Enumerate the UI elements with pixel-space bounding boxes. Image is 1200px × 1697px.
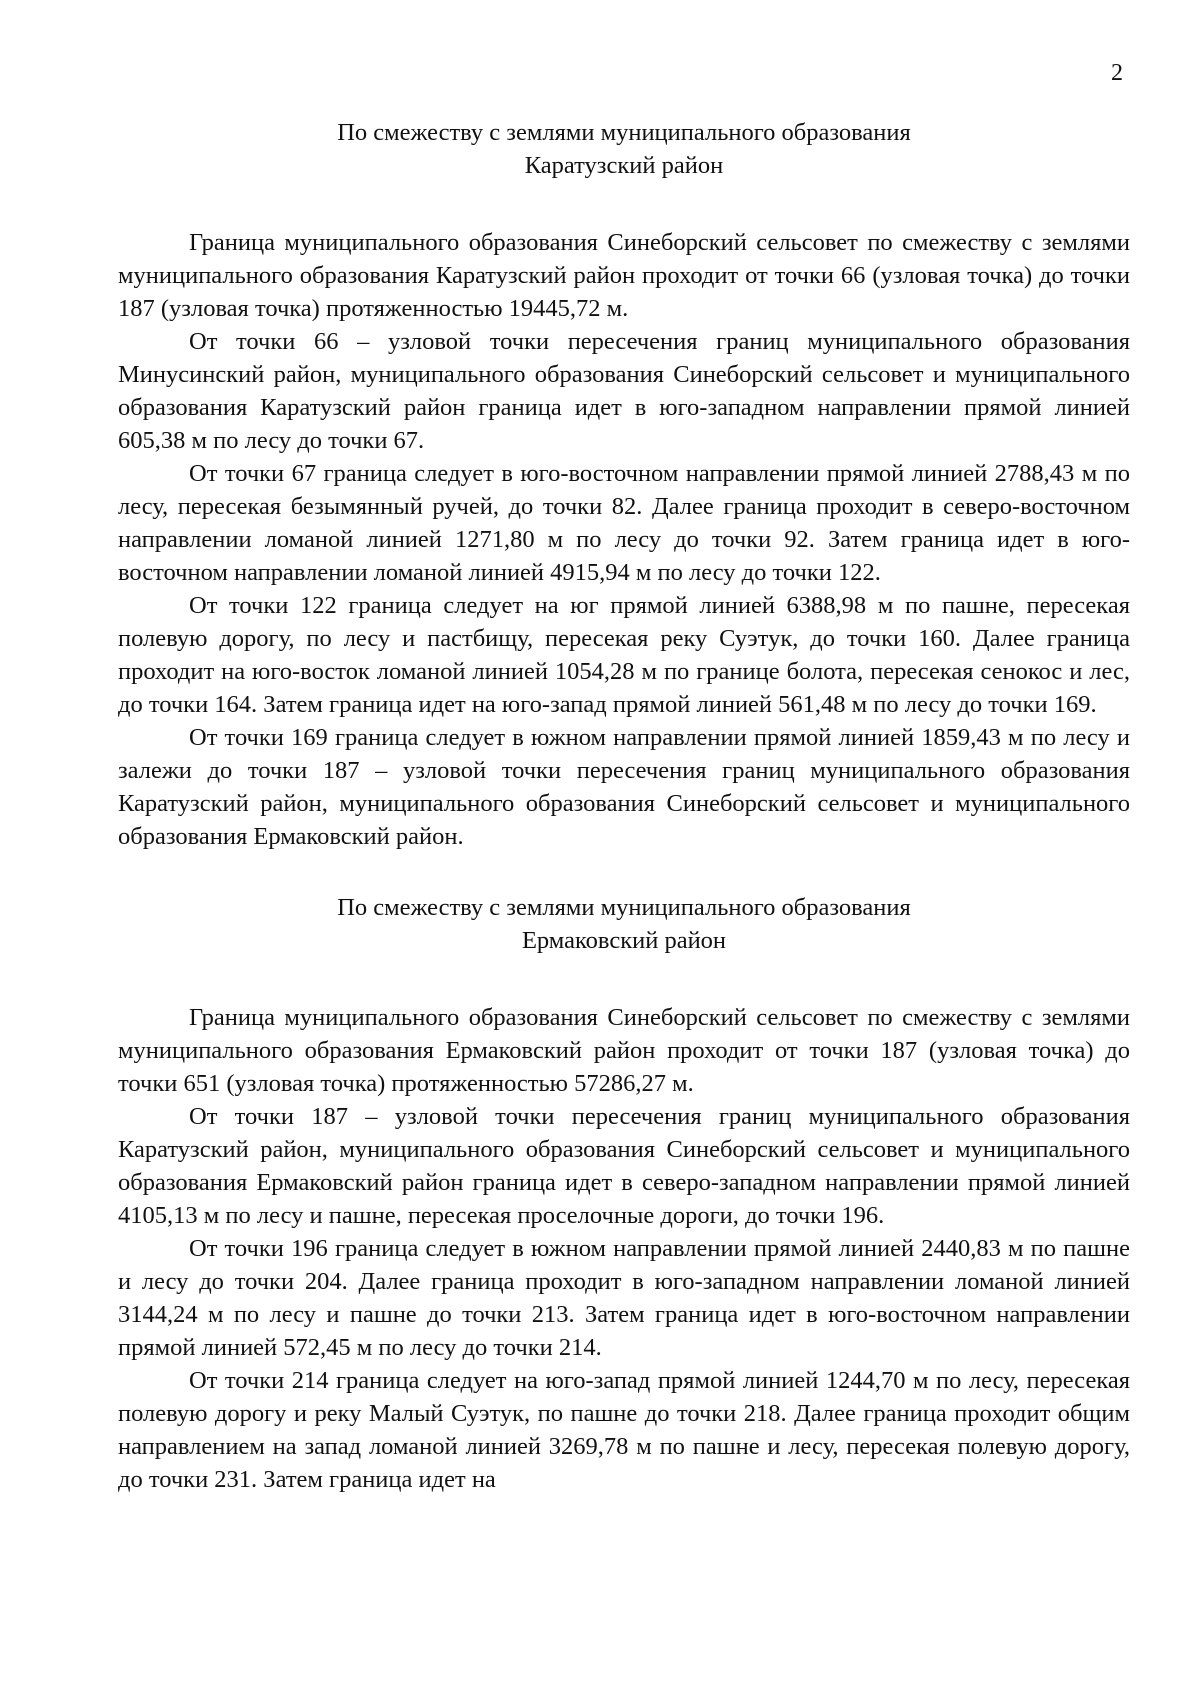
paragraph: От точки 196 граница следует в южном направлении прямой линией 2440,83 м по пашне и лесу до точки 204. Далее граница проходит в юго-западном направлении ломаной линией 3144,24 м по лесу и пашне до точки 213. Затем граница идет в юго-восточном направлении прямой линией 572,45 м по лесу до точки 214. [118, 1235, 1130, 1361]
section-ermakovsky [118, 891, 1130, 1496]
paragraph: От точки 169 граница следует в южном направлении прямой линией 1859,43 м по лесу и залежи до точки 187 – узловой точки пересечения границ муниципального образования Каратузский район, муниципального образования Синеборский сельсовет и муниципального образования Ермаковский район. [118, 724, 1130, 850]
paragraph: Граница муниципального образования Синеборский сельсовет по смежеству с землями муниципального образования Ермаковский район проходит от точки 187 (узловая точка) до точки 651 (узловая точка) протяженностью 57286,27 м. [118, 1004, 1130, 1097]
paragraph: От точки 214 граница следует на юго-запад прямой линией 1244,70 м по лесу, пересекая полевую дорогу и реку Малый Суэтук, по пашне до точки 218. Далее граница проходит общим направлением на запад ломаной линией 3269,78 м по пашне и лесу, пересекая полевую дорогу, до точки 231. Затем граница идет на [118, 1367, 1130, 1493]
section-body [118, 226, 1130, 853]
paragraph: От точки 122 граница следует на юг прямой линией 6388,98 м по пашне, пересекая полевую дорогу, по лесу и пастбищу, пересекая реку Суэтук, до точки 160. Далее граница проходит на юго-восток ломаной линией 1054,28 м по границе болота, пересекая сенокос и лес, до точки 164. Затем граница идет на юго-запад прямой линией 561,48 м по лесу до точки 169. [118, 592, 1130, 718]
page-number: 2 [1111, 60, 1123, 86]
section-heading-line-2: Ермаковский район [521, 927, 727, 954]
section-heading [118, 891, 1130, 957]
document-content [118, 116, 1130, 1496]
paragraph: От точки 67 граница следует в юго-восточном направлении прямой линией 2788,43 м по лесу, пересекая безымянный ручей, до точки 82. Далее граница проходит в северо-восточном направлении ломаной линией 1271,80 м по лесу до точки 92. Затем граница идет в юго-восточном направлении ломаной линией 4915,94 м по лесу до точки 122. [118, 460, 1130, 586]
paragraph: От точки 66 – узловой точки пересечения границ муниципального образования Минусинский район, муниципального образования Синеборский сельсовет и муниципального образования Каратузский район граница идет в юго-западном направлении прямой линией 605,38 м по лесу до точки 67. [118, 328, 1130, 454]
section-body [118, 1001, 1130, 1496]
section-heading-line-2: Каратузский район [524, 152, 724, 179]
section-heading-line-1: По смежеству с землями муниципального образования [337, 119, 911, 146]
section-karatuz [118, 116, 1130, 853]
section-heading [118, 116, 1130, 182]
section-heading-line-1: По смежеству с землями муниципального образования [337, 894, 911, 921]
paragraph: Граница муниципального образования Синеборский сельсовет по смежеству с землями муниципального образования Каратузский район проходит от точки 66 (узловая точка) до точки 187 (узловая точка) протяженностью 19445,72 м. [118, 229, 1130, 322]
paragraph: От точки 187 – узловой точки пересечения границ муниципального образования Каратузский район, муниципального образования Синеборский сельсовет и муниципального образования Ермаковский район граница идет в северо-западном направлении прямой линией 4105,13 м по лесу и пашне, пересекая проселочные дороги, до точки 196. [118, 1103, 1130, 1229]
